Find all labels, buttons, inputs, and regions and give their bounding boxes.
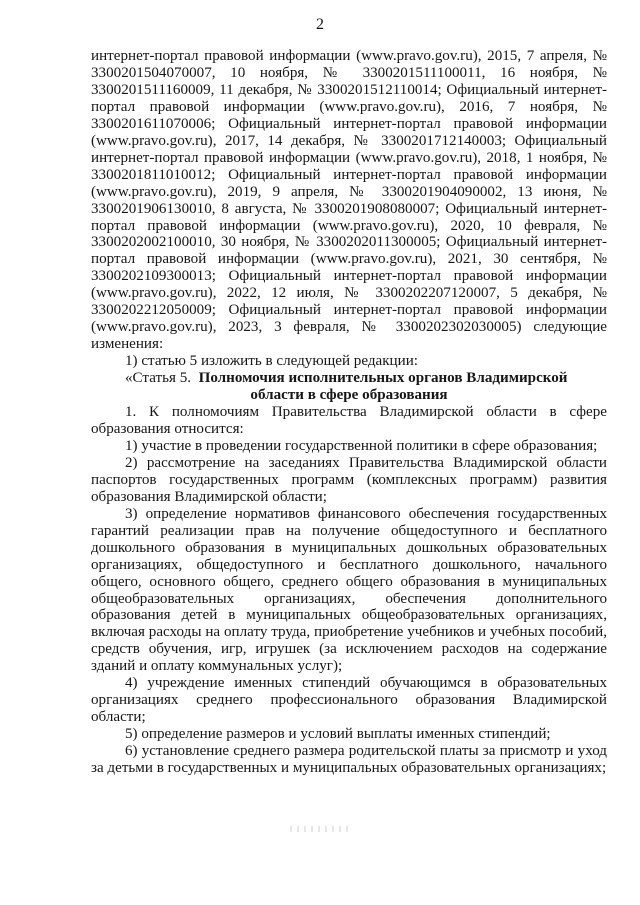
subitem-2: 2) рассмотрение на заседаниях Правительства Владимирской области паспортов государственных программ (комплексных программ) развития образования Владимирской области; [91, 454, 607, 505]
subitem-5: 5) определение размеров и условий выплаты именных стипендий; [125, 726, 551, 743]
section-1: 1. К полномочиям Правительства Владимирской области в сфере образования относится: [91, 404, 607, 437]
article-heading [91, 370, 607, 387]
amendment-item-1: 1) статью 5 изложить в следующей редакции: [125, 353, 418, 370]
article-title: Полномочия исполнительных органов Владимирской [198, 370, 568, 387]
article-prefix: «Статья 5. [125, 370, 192, 387]
subitem-1: 1) участие в проведении государственной политики в сфере образования; [125, 437, 598, 454]
subitem-4: 4) учреждение именных стипендий обучающимся в образовательных организациях среднего профессионального образования Владимирской области; [91, 675, 607, 726]
subitem-6: 6) установление среднего размера родительской платы за присмотр и уход за детьми в государственных и муниципальных образовательных организациях; [91, 743, 607, 777]
page-number: 2 [316, 16, 324, 33]
article-title-continuation: области в сфере образования [250, 387, 448, 404]
document-body [91, 48, 607, 777]
intro-paragraph: интернет-портал правовой информации (www.pravo.gov.ru), 2015, 7 апреля, № 3300201504070007, 10 ноября, № 3300201511100011, 16 ноября, № 3300201511160009, 11 декабря, № 3300201512110014; Официальный интернет-портал правовой информации (www.pravo.gov.ru), 2016, 7 ноября, № 3300201611070006; Официальный интернет-портал правовой информации (www.pravo.gov.ru), 2017, 14 декабря, № 3300201712140003; Официальный интернет-портал правовой информации (www.pravo.gov.ru), 2018, 1 ноября, № 3300201811010012; Официальный интернет-портал правовой информации (www.pravo.gov.ru), 2019, 9 апреля, № 3300201904090002, 13 июня, № 3300201906130010, 8 августа, № 3300201908080007; Официальный интернет-портал правовой информации (www.pravo.gov.ru), 2020, 10 февраля, № 3300202002100010, 30 ноября, № 3300202011300005; Официальный интернет-портал правовой информации (www.pravo.gov.ru), 2021, 30 сентября, № 3300202109300013; Официальный интернет-портал правовой информации (www.pravo.gov.ru), 2022, 12 июля, № 3300202207120007, 5 декабря, № 3300202212050009; Официальный интернет-портал правовой информации (www.pravo.gov.ru), 2023, 3 февраля, № 3300202302030005) следующие изменения: [91, 48, 607, 353]
scan-artifact [290, 826, 350, 832]
subitem-3: 3) определение нормативов финансового обеспечения государственных гарантий реализации прав на получение общедоступного и бесплатного дошкольного образования в муниципальных дошкольных образовательных организациях, общедоступного и бесплатного дошкольного, начального общего, основного общего, среднего общего образования в муниципальных общеобразовательных организациях, обеспечения дополнительного образования детей в муниципальных общеобразовательных организациях, включая расходы на оплату труда, приобретение учебников и учебных пособий, средств обучения, игр, игрушек (за исключением расходов на содержание зданий и оплату коммунальных услуг); [91, 505, 607, 675]
